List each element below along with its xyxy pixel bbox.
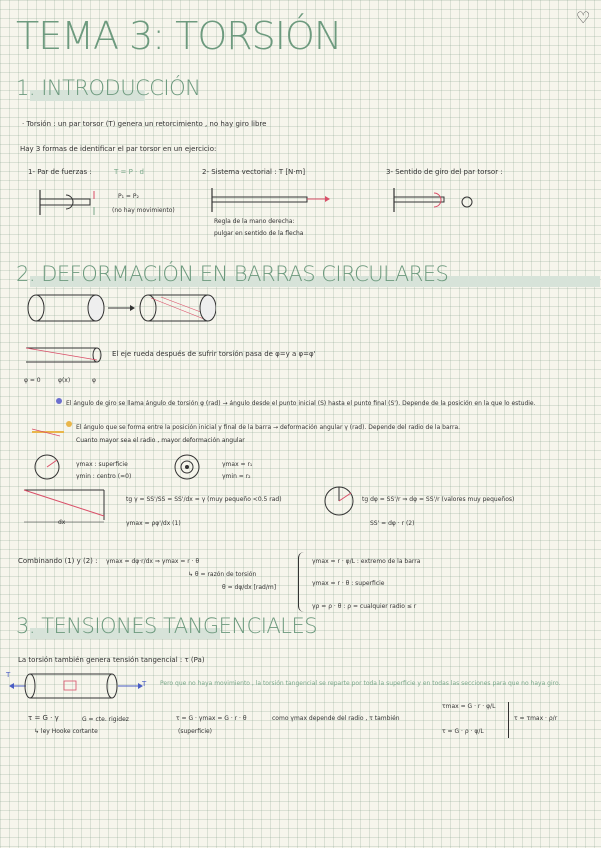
dx-label: dx — [58, 519, 66, 526]
strain-text-1: El ángulo que se forma entre la posición inicial y final de la barra → deformación angular γ (rad). Depende del radio de la barra. — [76, 424, 461, 431]
brace — [298, 552, 304, 612]
depends-note: como γmax depende del radio , τ también — [272, 715, 400, 722]
surface-note: (superficie) — [178, 728, 213, 735]
theta-def: ↳ θ = razón de torsión — [188, 571, 257, 578]
solid-gamma-max: γmax : superficie — [76, 461, 128, 468]
twist-section-icon — [320, 482, 358, 520]
section-2-heading: 2. DEFORMACIÓN EN BARRAS CIRCULARES — [16, 262, 449, 286]
g-description: G = cte. rigidez — [82, 716, 129, 723]
bar-note: El eje rueda después de sufrir torsión pasa de φ=y a φ=φ' — [112, 350, 316, 358]
combine-eq: γmax = dφ·r/dx ⇒ γmax = r · θ — [106, 558, 200, 565]
hollow-gamma-min: γmin = r₂ — [222, 473, 251, 480]
twist-angle-text: El ángulo de giro se llama ángulo de torsión φ (rad) → ángulo desde el punto inicial (S) hasta el punto final (S'). Depende de la posición en la que lo estudie. — [66, 400, 536, 407]
theta-eq: θ = dφ/dx [rad/m] — [222, 584, 277, 591]
section-3-heading: 3. TENSIONES TANGENCIALES — [16, 614, 318, 638]
hooke-note: ↳ ley Hooke cortante — [34, 728, 98, 735]
torque-right-label: T — [142, 680, 147, 688]
form-2-note2: pulgar en sentido de la flecha — [214, 230, 304, 237]
result-tau-max: τmax = G · r · φ/L — [442, 703, 496, 710]
bar-deformation-diagram — [26, 292, 216, 324]
bar-angle-diagram — [22, 342, 107, 382]
hollow-gamma-max: γmax = r₁ — [222, 461, 253, 468]
form-1-note1: P₁ = P₂ — [118, 193, 139, 200]
heart-outline-icon: ♡ — [576, 8, 591, 27]
torsion-definition: · Torsión : un par torsor (T) genera un retorcimiento , no hay giro libre — [22, 120, 267, 128]
solid-section-icon — [32, 452, 62, 482]
section-3-intro: La torsión también genera tensión tangencial : τ (Pa) — [18, 656, 205, 664]
bar-label-phix: φ(x) — [58, 377, 71, 384]
form-1-formula: T = P · d — [114, 168, 144, 176]
shaft-torque-diagram — [8, 670, 158, 706]
bullet-icon — [66, 421, 72, 427]
form-1-label: 1- Par de fuerzas : — [28, 168, 92, 176]
solid-gamma-min: γmin : centro (=0) — [76, 473, 132, 480]
gamma-eq-2: γmax = ρφ'/dx (1) — [126, 520, 181, 527]
form-2-label: 2- Sistema vectorial : T [N·m] — [202, 168, 306, 176]
combine-label: Combinando (1) y (2) : — [18, 557, 98, 565]
result-tau-ratio: τ = τmax · ρ/r — [514, 715, 558, 722]
gamma-eq-1: tg γ = SS'/SS = SS'/dx = γ (muy pequeño <0.5 rad) — [126, 496, 282, 503]
ss-eq: SS' = dφ · r (2) — [370, 520, 415, 527]
bar-label-phi: φ — [92, 377, 96, 384]
force-pair-diagram — [38, 185, 108, 220]
rotation-sense-diagram — [392, 185, 482, 215]
distribution-note: Pero que no haya movimiento , la torsión tangencial se reparte por toda la superficie y en todas las secciones para que no haya giro. — [160, 680, 561, 687]
form-2-note1: Regla de la mano derecha: — [214, 218, 295, 225]
page-title: TEMA 3: TORSIÓN — [16, 14, 342, 58]
forms-intro: Hay 3 formas de identificar el par torsor en un ejercicio: — [20, 145, 217, 153]
result-tau-rho: τ = G · ρ · φ/L — [442, 728, 484, 735]
hooke-law: τ = G · γ — [28, 714, 59, 722]
dphi-eq: tg dφ = SS'/r ⇒ dφ = SS'/r (valores muy pequeños) — [362, 496, 515, 503]
strain-text-2: Cuanto mayor sea el radio , mayor deformación angular — [76, 437, 245, 444]
torque-left-label: T — [6, 671, 11, 679]
strain-mini-diagram — [30, 425, 66, 439]
bullet-icon — [56, 398, 62, 404]
brace-line-3: γρ = ρ · θ : ρ = cualquier radio ≤ r — [312, 603, 417, 610]
form-1-note2: (no hay movimiento) — [112, 207, 175, 214]
form-3-label: 3- Sentido de giro del par torsor : — [386, 168, 503, 176]
vector-system-diagram — [210, 185, 330, 215]
brace-line-1: γmax = r · φ/L : extremo de la barra — [312, 558, 421, 565]
section-1-heading: 1. INTRODUCCIÓN — [16, 76, 201, 100]
tau-max-eq: τ = G · γmax = G · r · θ — [176, 715, 247, 722]
brace-line-2: γmax = r · θ : superficie — [312, 580, 385, 587]
bar-label-phi0: φ = 0 — [24, 377, 41, 384]
hollow-section-icon — [172, 452, 202, 482]
divider — [508, 702, 509, 738]
